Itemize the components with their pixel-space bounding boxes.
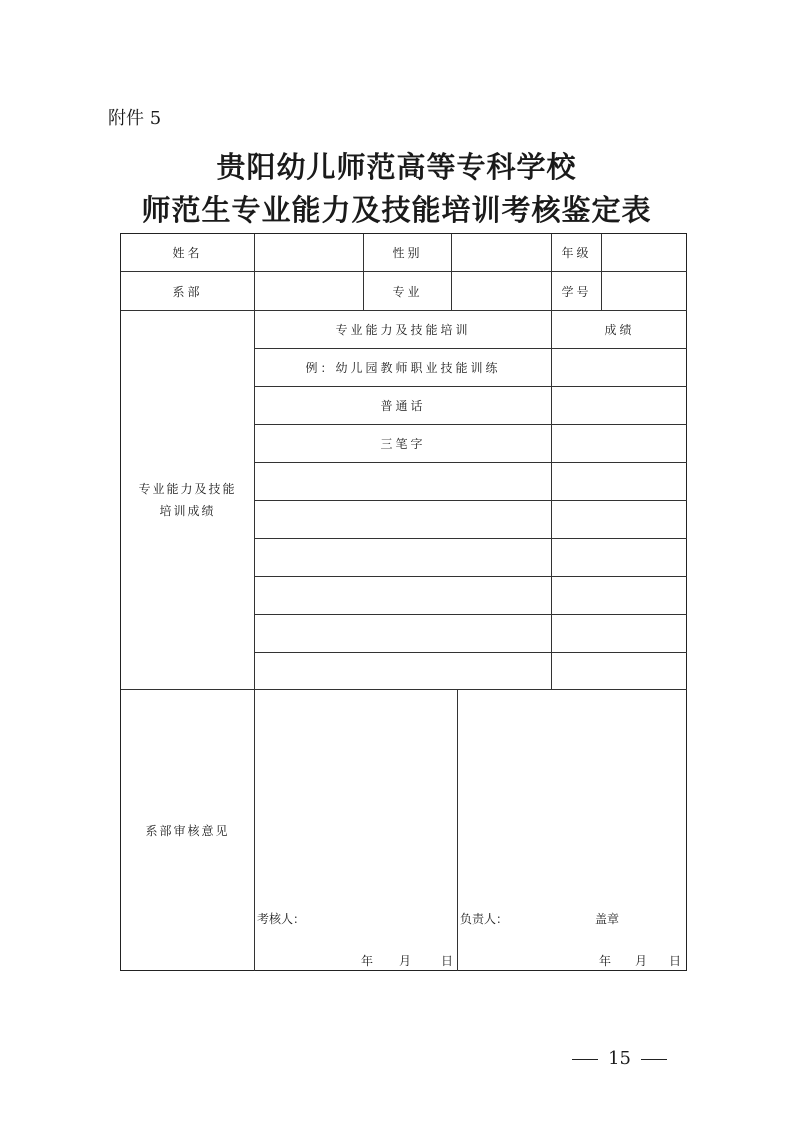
training-score-header: 成绩 bbox=[604, 323, 635, 337]
dept-field[interactable] bbox=[255, 272, 363, 310]
responsible-month-label: 月 bbox=[635, 954, 648, 968]
gender-field[interactable] bbox=[452, 234, 551, 271]
col-divider bbox=[457, 689, 458, 971]
student-id-label: 学号 bbox=[561, 284, 592, 299]
training-score-3[interactable] bbox=[552, 425, 687, 462]
training-score-6[interactable] bbox=[552, 539, 687, 576]
name-label: 姓名 bbox=[172, 246, 203, 260]
training-item-8[interactable] bbox=[255, 615, 551, 652]
training-item-header: 专业能力及技能培训 bbox=[335, 323, 471, 337]
dash-left bbox=[572, 1059, 598, 1060]
reviewer-label: 考核人： bbox=[257, 912, 306, 926]
attachment-label: 附件 5 bbox=[108, 108, 162, 129]
training-score-9[interactable] bbox=[552, 653, 687, 689]
training-score-4[interactable] bbox=[552, 463, 687, 500]
reviewer-year-label: 年 bbox=[361, 954, 374, 968]
responsible-year-label: 年 bbox=[599, 954, 612, 968]
dash-right bbox=[641, 1059, 667, 1060]
training-item-9[interactable] bbox=[255, 653, 551, 689]
gender-label: 性别 bbox=[392, 246, 423, 260]
training-label-line1: 专业能力及技能 bbox=[138, 482, 237, 496]
training-item-1[interactable]: 例：幼儿园教师职业技能训练 bbox=[305, 361, 501, 375]
page-number: 15 bbox=[608, 1048, 631, 1069]
training-item-3[interactable]: 三笔字 bbox=[380, 437, 426, 451]
responsible-label: 负责人： bbox=[460, 912, 509, 926]
training-section-label bbox=[121, 478, 254, 522]
training-score-1[interactable] bbox=[552, 349, 687, 386]
reviewer-day-label: 日 bbox=[441, 954, 454, 968]
training-item-5[interactable] bbox=[255, 501, 551, 538]
grade-field[interactable] bbox=[602, 234, 687, 271]
form-title-line2: 师范生专业能力及技能培训考核鉴定表 bbox=[141, 193, 652, 227]
dept-label: 系部 bbox=[172, 284, 203, 299]
training-score-5[interactable] bbox=[552, 501, 687, 538]
seal-label: 盖章 bbox=[595, 912, 620, 926]
training-score-8[interactable] bbox=[552, 615, 687, 652]
training-item-2[interactable]: 普通话 bbox=[380, 399, 426, 413]
page-number-footer bbox=[562, 1048, 677, 1069]
training-label-line2: 培训成绩 bbox=[159, 504, 216, 518]
reviewer-month-label: 月 bbox=[399, 954, 412, 968]
major-field[interactable] bbox=[452, 272, 551, 310]
training-score-2[interactable] bbox=[552, 387, 687, 424]
review-section-label: 系部审核意见 bbox=[145, 824, 230, 838]
training-item-4[interactable] bbox=[255, 463, 551, 500]
training-item-6[interactable] bbox=[255, 539, 551, 576]
assessment-form bbox=[120, 233, 687, 971]
grade-label: 年级 bbox=[561, 246, 592, 260]
student-id-field[interactable] bbox=[602, 272, 687, 310]
major-label: 专业 bbox=[392, 284, 423, 299]
training-item-7[interactable] bbox=[255, 577, 551, 614]
form-title-line1: 贵阳幼儿师范高等专科学校 bbox=[216, 150, 577, 184]
training-score-7[interactable] bbox=[552, 577, 687, 614]
responsible-day-label: 日 bbox=[669, 954, 682, 968]
name-field[interactable] bbox=[255, 234, 363, 271]
